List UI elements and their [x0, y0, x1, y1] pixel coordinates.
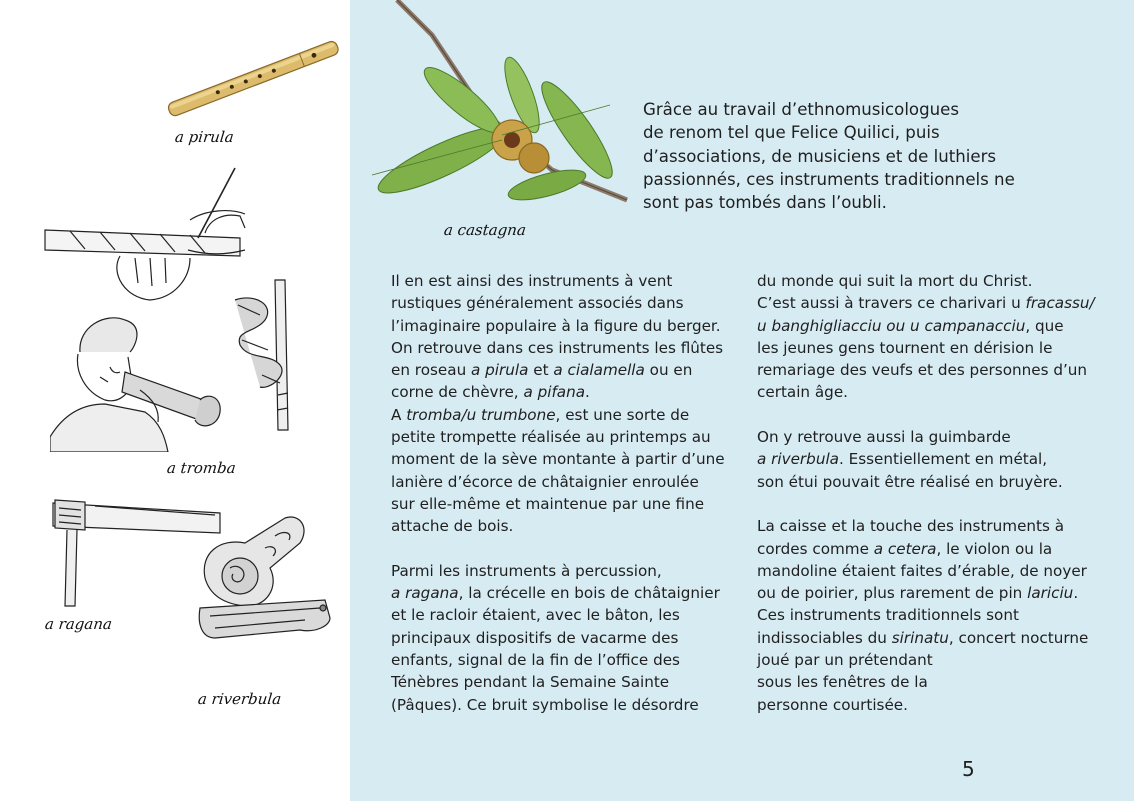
intro-line: Grâce au travail d’ethnomusicologues [643, 100, 959, 119]
text-line [391, 404, 741, 426]
text-line: On retrouve dans ces instruments les flûtes [391, 338, 724, 357]
text-run: ou en [644, 361, 693, 380]
text-run: , est une sorte de [555, 405, 690, 424]
chestnut-branch-illustration [352, 0, 632, 225]
text-run: , le violon ou la [936, 539, 1053, 558]
intro-line: de renom tel que Felice Quilici, puis [643, 123, 940, 143]
term-cetera: a cetera [873, 539, 937, 558]
text-line: principaux dispositifs de vacarme des [391, 628, 679, 647]
term-cialamella: a cialamella [553, 361, 645, 380]
text-run: . Essentiellement en métal, [838, 450, 1048, 469]
text-run: et [528, 361, 554, 380]
text-run: . [1073, 584, 1079, 603]
paragraph-string-instruments [757, 515, 1107, 716]
text-run: C’est aussi à travers ce charivari u [757, 294, 1026, 313]
text-line [391, 381, 741, 403]
text-line: On y retrouve aussi la guimbarde [757, 428, 1011, 447]
text-line: sous les fenêtres de la [757, 673, 928, 692]
text-run: , que [1025, 316, 1064, 335]
text-run: ou de poirier, plus rarement de pin [757, 584, 1028, 603]
text-line: certain âge. [757, 383, 848, 402]
caption-castagna: a castagna [443, 221, 527, 239]
term-lariciu: lariciu [1027, 584, 1074, 603]
term-pifana: a pifana [523, 383, 586, 402]
text-line: les jeunes gens tournent en dérision le [757, 338, 1053, 357]
term-fracassu: fracassu/ [1025, 294, 1095, 313]
text-line [757, 538, 1107, 560]
text-line [391, 582, 741, 604]
text-line: La caisse et la touche des instruments à [757, 517, 1065, 536]
text-line: et le racloir étaient, avec le bâton, les [391, 606, 680, 625]
term-sirinatu: sirinatu [891, 628, 949, 647]
intro-line: sont pas tombés dans l’oubli. [643, 193, 887, 213]
term-banghigliacciu: u banghigliacciu ou u campanacciu [757, 316, 1026, 335]
page-number: 5 [962, 757, 975, 781]
text-line: moment de la sève montante à partir d’une [391, 450, 725, 469]
text-line: Parmi les instruments à percussion, [391, 561, 662, 580]
text-line: l’imaginaire populaire à la figure du berger. [391, 316, 721, 335]
illustration-panel [0, 0, 350, 801]
text-line: rustiques généralement associés dans [391, 294, 684, 313]
text-line: Il en est ainsi des instruments à vent [391, 272, 673, 290]
paragraph-wind-instruments [391, 270, 741, 538]
text-run: . [585, 383, 590, 402]
text-run: en roseau [391, 361, 472, 380]
intro-line: passionnés, ces instruments traditionnels ne [643, 169, 1015, 189]
term-pirula: a pirula [471, 361, 529, 380]
text-line: son étui pouvait être réalisé en bruyère. [757, 472, 1063, 491]
caption-riverbula: a riverbula [197, 690, 283, 708]
caption-pirula: a pirula [174, 128, 235, 146]
text-line [391, 359, 741, 381]
text-line: petite trompette réalisée au printemps au [391, 428, 711, 447]
body-column-right [757, 270, 1107, 716]
term-riverbula: a riverbula [757, 450, 839, 469]
caption-ragana: a ragana [44, 615, 113, 633]
caption-tromba: a tromba [166, 459, 237, 477]
text-run: A [391, 405, 407, 424]
paragraph-charivari [757, 270, 1107, 404]
intro-paragraph [643, 98, 1063, 214]
text-line: du monde qui suit la mort du Christ. [757, 272, 1033, 290]
text-run: corne de chèvre, [391, 383, 524, 402]
text-line: attache de bois. [391, 517, 514, 536]
text-line: lanière d’écorce de châtaignier enroulée [391, 472, 699, 491]
term-ragana: a ragana [391, 584, 459, 603]
text-run: indissociables du [757, 628, 892, 647]
text-line: sur elle-même et maintenue par une fine [391, 494, 705, 513]
text-line [757, 448, 1107, 470]
text-line: enfants, signal de la fin de l’office des [391, 651, 680, 670]
text-line [757, 627, 1107, 649]
paragraph-jaw-harp [757, 426, 1107, 493]
spiral-bark-illustration [220, 275, 310, 435]
text-line: Ténèbres pendant la Semaine Sainte [391, 673, 670, 692]
text-line: Ces instruments traditionnels sont [757, 606, 1019, 625]
text-line [757, 315, 1107, 337]
man-playing-tromba-illustration [50, 312, 225, 452]
text-line [757, 292, 1107, 314]
text-line: (Pâques). Ce bruit symbolise le désordre [391, 695, 699, 714]
text-line: remariage des veufs et des personnes d’un [757, 361, 1088, 380]
text-run: cordes comme [757, 539, 874, 558]
riverbula-jaw-harp-illustration [185, 508, 350, 663]
paragraph-percussion [391, 560, 741, 716]
text-line: joué par un prétendant [757, 651, 933, 670]
text-line: personne courtisée. [757, 695, 908, 714]
text-run: , la crécelle en bois de châtaignier [458, 584, 720, 603]
text-line: mandoline étaient faites d’érable, de noyer [757, 561, 1087, 580]
term-tromba: tromba/u trumbone [406, 405, 556, 424]
body-column-left [391, 270, 741, 716]
text-line [757, 582, 1107, 604]
text-run: , concert nocturne [948, 628, 1089, 647]
pirula-flute-illustration [155, 28, 350, 123]
intro-line: d’associations, de musiciens et de luthiers [643, 146, 997, 166]
